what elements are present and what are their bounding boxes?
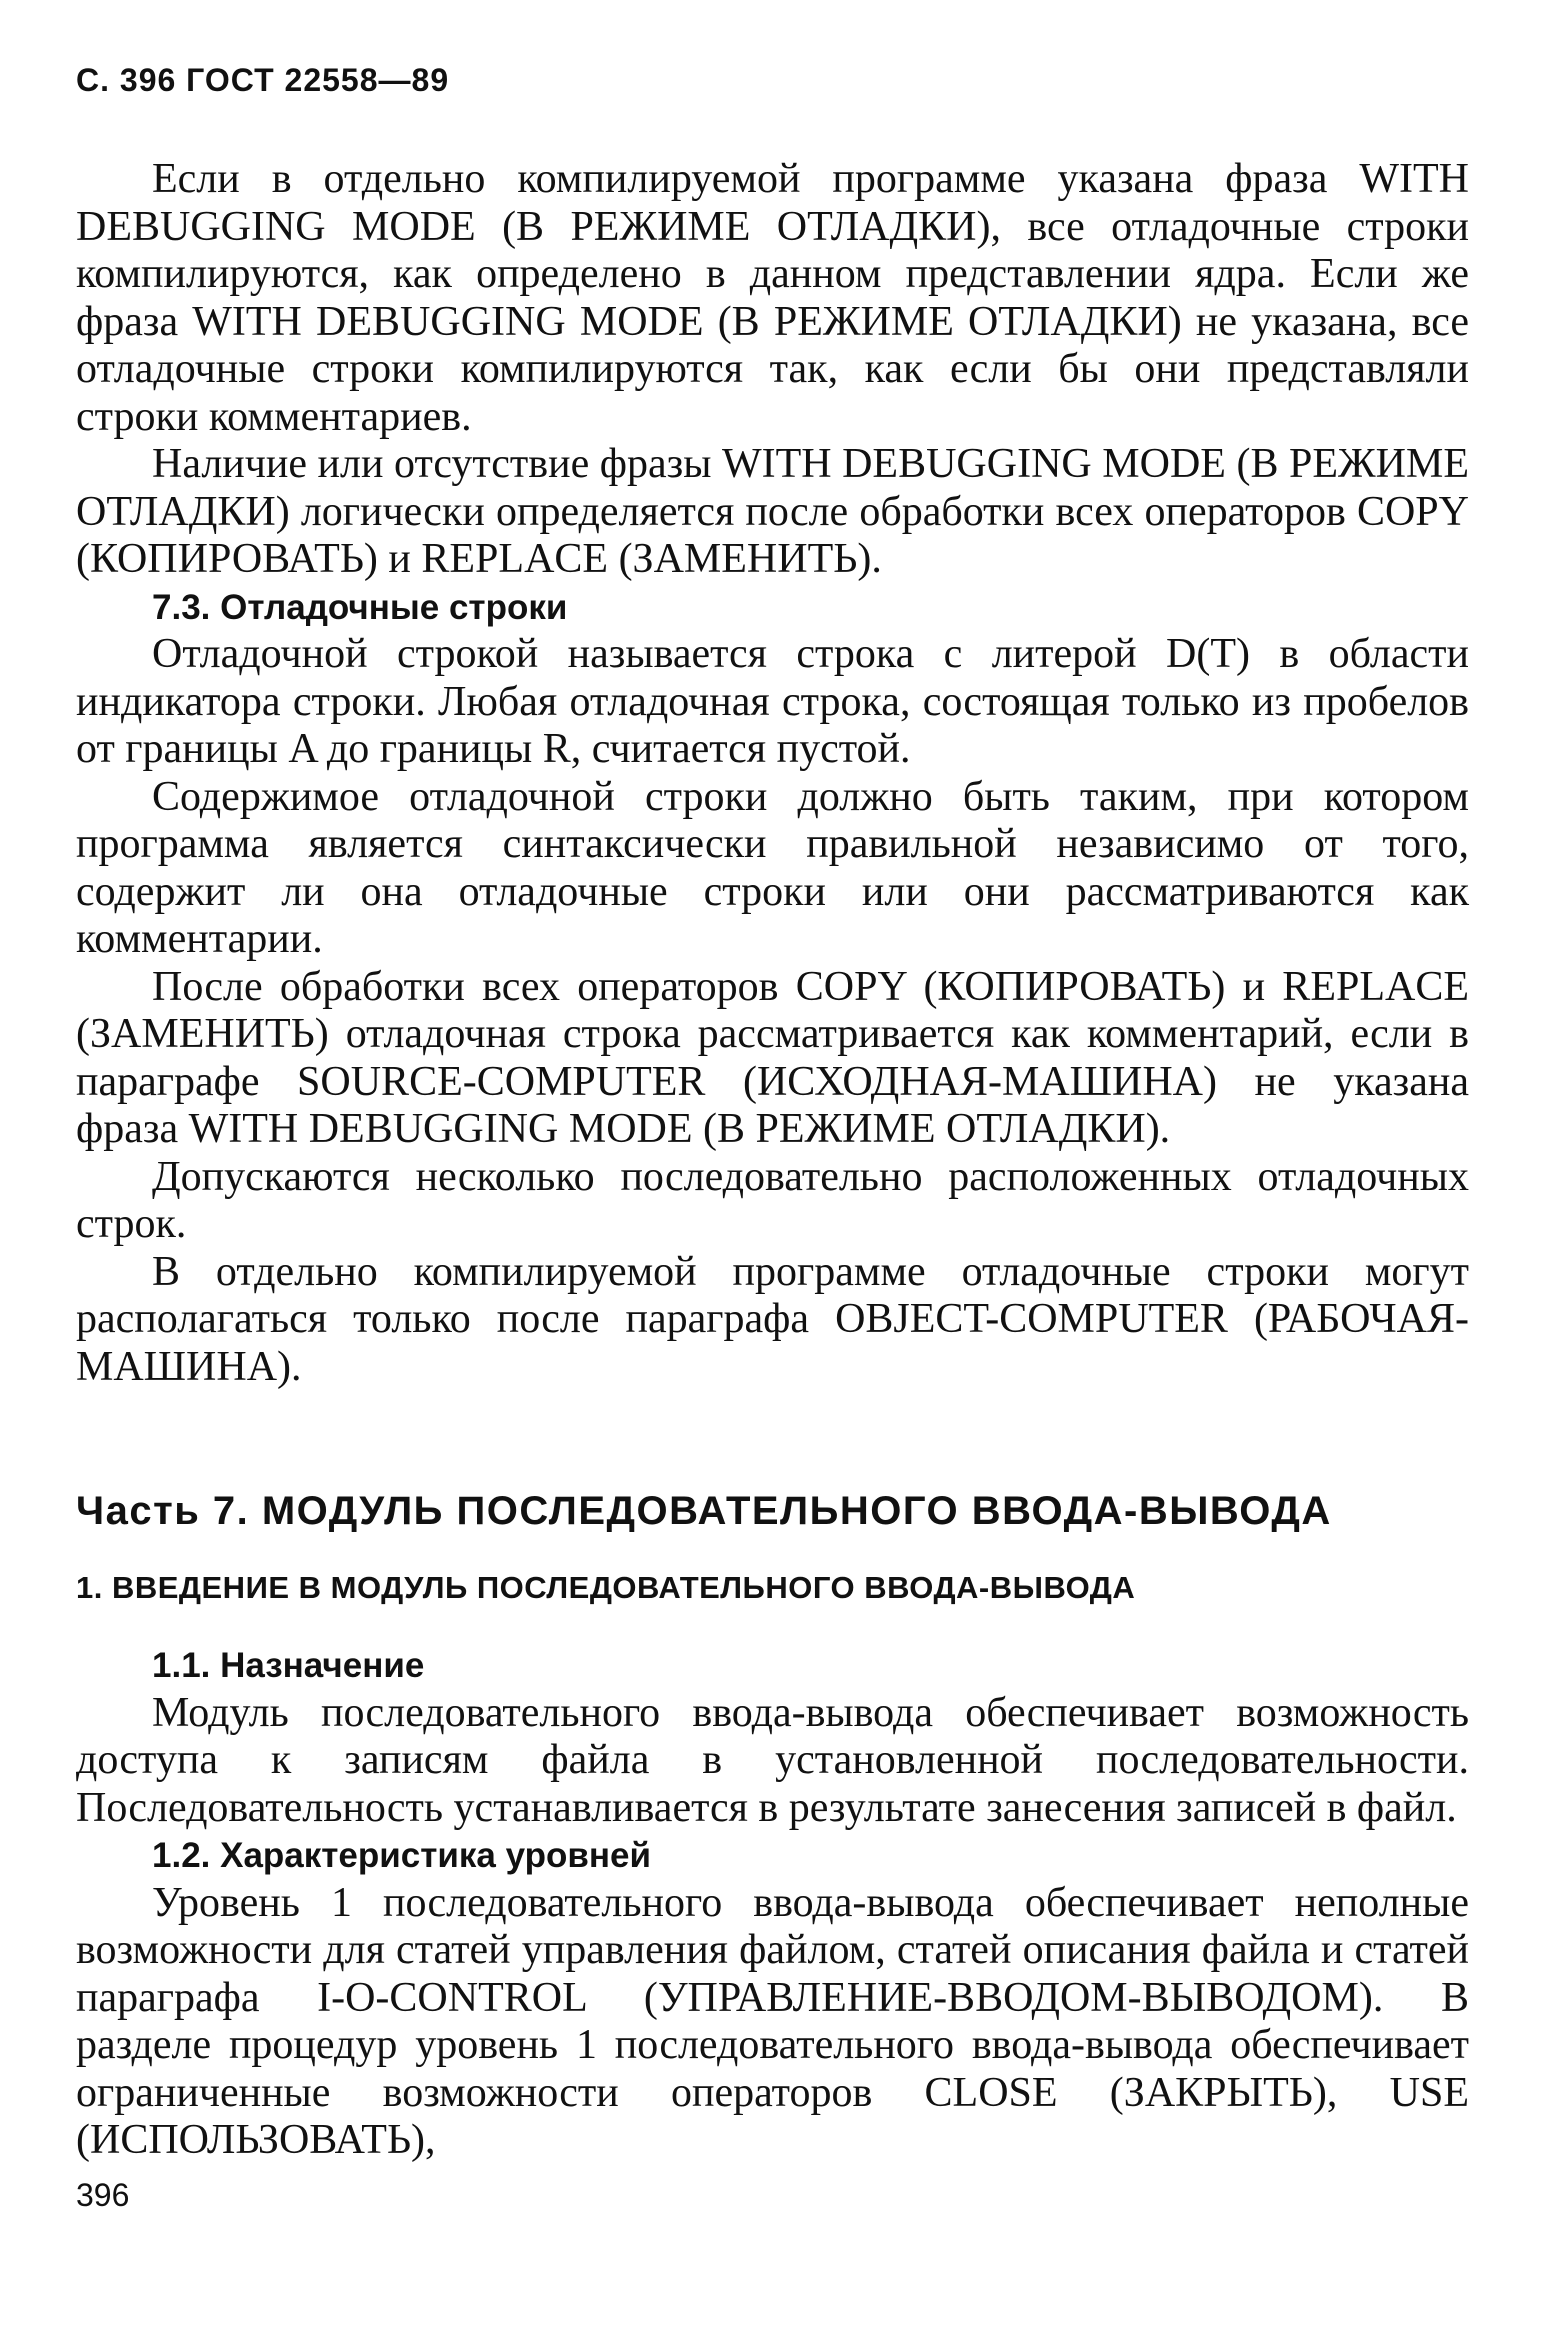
paragraph-debug-line-definition: Отладочной строкой называется строка с литерой D(T) в области индикатора строки. Любая отладочная строка, состоящая только из пробелов от границы A до границы R, считается пустой. [76, 631, 1469, 772]
paragraph-level-characteristics: Уровень 1 последовательного ввода-вывода обеспечивает неполные возможности для статей управления файлом, статей описания файла и статей параграфа I-O-CONTROL (УПРАВЛЕНИЕ-ВВОДОМ-ВЫВОДОМ). В разделе процедур уровень 1 последовательного ввода-вывода обеспечивает ограниченные возможности операторов CLOSE (ЗАКРЫТЬ), USE (ИСПОЛЬЗОВАТЬ), [76, 1879, 1469, 2163]
part-7-title: Часть 7. МОДУЛЬ ПОСЛЕДОВАТЕЛЬНОГО ВВОДА-ВЫВОДА [76, 1489, 1332, 1533]
paragraph-consecutive-debug-lines: Допускаются несколько последовательно расположенных отладочных строк. [76, 1153, 1469, 1247]
subsection-1-1-heading: 1.1. Назначение [152, 1646, 425, 1685]
paragraph-purpose: Модуль последовательного ввода-вывода обеспечивает возможность доступа к записям файла в установленной последовательности. Последовательность устанавливается в результате занесения записей в файл. [76, 1689, 1469, 1831]
section-7-3-heading: 7.3. Отладочные строки [152, 587, 568, 627]
paragraph-debug-line-comment: После обработки всех операторов COPY (КОПИРОВАТЬ) и REPLACE (ЗАМЕНИТЬ) отладочная строка рассматривается как комментарий, если в параграфе SOURCE-COMPUTER (ИСХОДНАЯ-МАШИНА) не указана фраза WITH DEBUGGING MODE (В РЕЖИМЕ ОТЛАДКИ). [76, 963, 1469, 1152]
paragraph-debugging-mode-compile: Если в отдельно компилируемой программе указана фраза WITH DEBUGGING MODE (В РЕЖИМЕ ОТЛАДКИ), все отладочные строки компилируются, как определено в данном представлении ядра. Если же фраза WITH DEBUGGING MODE (В РЕЖИМЕ ОТЛАДКИ) не указана, все отладочные строки компилируются так, как если бы они представляли строки комментариев. [76, 156, 1469, 440]
paragraph-debug-line-content: Содержимое отладочной строки должно быть таким, при котором программа является синтаксически правильной независимо от того, содержит ли она отладочные строки или они рассматриваются как комментарии. [76, 773, 1469, 962]
part-7-section-1-title: 1. ВВЕДЕНИЕ В МОДУЛЬ ПОСЛЕДОВАТЕЛЬНОГО ВВОДА-ВЫВОДА [76, 1570, 1136, 1605]
subsection-1-2-heading: 1.2. Характеристика уровней [152, 1836, 652, 1875]
running-head: С. 396 ГОСТ 22558—89 [76, 62, 450, 98]
paragraph-debugging-mode-presence: Наличие или отсутствие фразы WITH DEBUGGING MODE (В РЕЖИМЕ ОТЛАДКИ) логически определяется после обработки всех операторов COPY (КОПИРОВАТЬ) и REPLACE (ЗАМЕНИТЬ). [76, 441, 1469, 582]
page-number: 396 [76, 2177, 130, 2213]
paragraph-debug-line-placement: В отдельно компилируемой программе отладочные строки могут располагаться только после параграфа OBJECT-COMPUTER (РАБОЧАЯ-МАШИНА). [76, 1248, 1469, 1390]
